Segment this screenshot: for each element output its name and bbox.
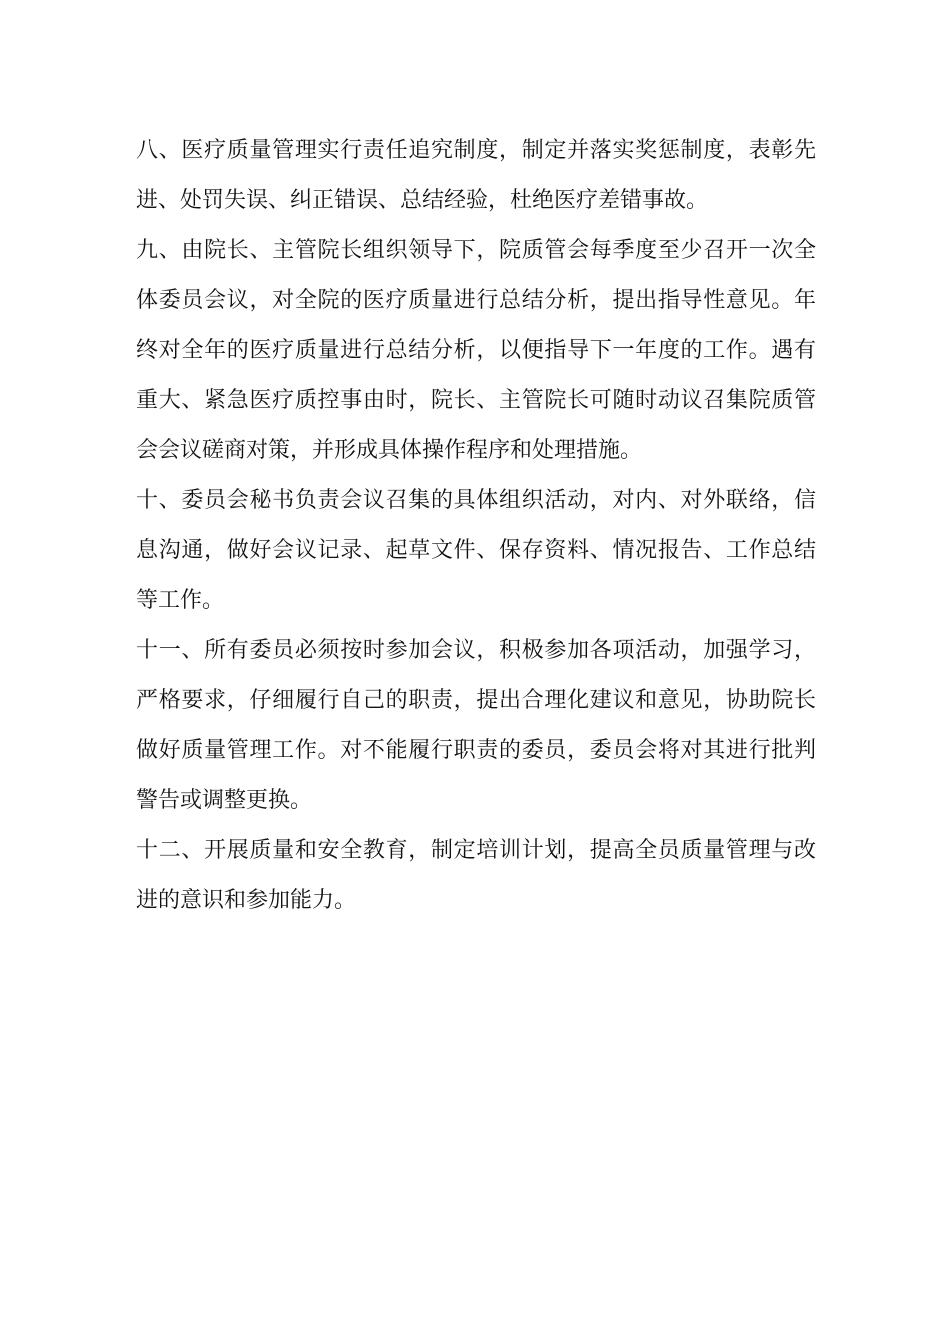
paragraph-10 xyxy=(136,476,816,626)
text-line: 做好质量管理工作。对不能履行职责的委员，委员会将对其进行批判 xyxy=(136,738,816,763)
text-line: 九、由院长、主管院长组织领导下，院质管会每季度至少召开一次全 xyxy=(136,238,816,263)
text-line: 十二、开展质量和安全教育，制定培训计划，提高全员质量管理与改 xyxy=(136,838,816,863)
text-line: 警告或调整更换。 xyxy=(136,788,313,813)
text-line: 进、处罚失误、纠正错误、总结经验，杜绝医疗差错事故。 xyxy=(136,188,709,213)
text-line: 等工作。 xyxy=(136,588,225,613)
text-line: 八、医疗质量管理实行责任追究制度，制定并落实奖惩制度，表彰先 xyxy=(136,138,816,163)
paragraph-11 xyxy=(136,626,816,826)
text-line: 终对全年的医疗质量进行总结分析，以便指导下一年度的工作。遇有 xyxy=(136,338,816,363)
paragraph-9 xyxy=(136,226,816,476)
text-line: 息沟通，做好会议记录、起草文件、保存资料、情况报告、工作总结 xyxy=(136,538,816,563)
text-line: 会会议磋商对策，并形成具体操作程序和处理措施。 xyxy=(136,438,643,463)
text-line: 十、委员会秘书负责会议召集的具体组织活动，对内、对外联络，信 xyxy=(136,488,816,513)
text-line: 严格要求，仔细履行自己的职责，提出合理化建议和意见，协助院长 xyxy=(136,688,816,713)
text-line: 重大、紧急医疗质控事由时，院长、主管院长可随时动议召集院质管 xyxy=(136,388,816,413)
text-line: 十一、所有委员必须按时参加会议，积极参加各项活动，加强学习， xyxy=(136,638,816,663)
text-line: 进的意识和参加能力。 xyxy=(136,888,357,913)
text-line: 体委员会议，对全院的医疗质量进行总结分析，提出指导性意见。年 xyxy=(136,288,816,313)
paragraph-8 xyxy=(136,126,816,226)
document-body xyxy=(136,126,816,926)
paragraph-12 xyxy=(136,826,816,926)
